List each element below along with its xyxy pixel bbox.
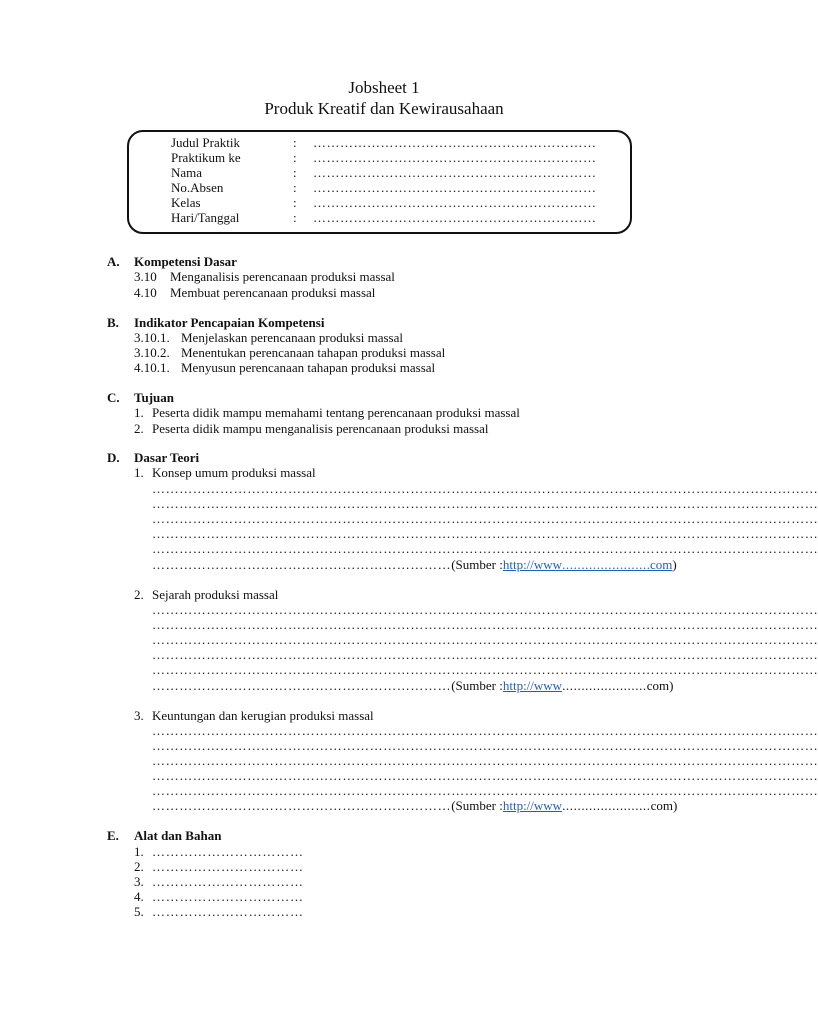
info-row-nama	[129, 165, 630, 180]
section-e-letter: E.	[107, 828, 119, 843]
answer-line[interactable]: …………………………………………………………………………………………………………………………………	[152, 768, 818, 783]
objective-text: Peserta didik mampu memahami tentang perencanaan produksi massal	[152, 405, 520, 420]
answer-line[interactable]: …………………………………………………………………………………………………………………………………	[152, 662, 818, 677]
info-label: No.Absen	[171, 180, 224, 195]
section-e-title: Alat dan Bahan	[134, 828, 222, 843]
info-colon: :	[293, 210, 297, 225]
page-title: Jobsheet 1	[348, 78, 420, 97]
section-a-title: Kompetensi Dasar	[134, 254, 237, 269]
info-row-no-absen	[129, 180, 630, 195]
info-row-hari-tanggal	[129, 210, 630, 225]
answer-line[interactable]: …………………………………………………………………………………………………………………………………	[152, 602, 818, 617]
tool-number: 5.	[134, 904, 144, 919]
info-row-judul-praktik	[129, 135, 630, 150]
info-field-nama[interactable]: ………………………………………………………	[313, 165, 597, 180]
theory-number: 1.	[134, 465, 144, 480]
info-colon: :	[293, 135, 297, 150]
source-link-blank[interactable]: ......................	[562, 678, 647, 693]
section-c-letter: C.	[107, 390, 120, 405]
indicator-code: 4.10.1.	[134, 360, 170, 375]
tool-number: 2.	[134, 859, 144, 874]
source-link-end: com)	[650, 798, 678, 813]
source-line	[152, 798, 678, 813]
answer-line[interactable]: …………………………………………………………………………………………………………………………………	[152, 783, 818, 798]
source-link-blank[interactable]: ......................	[562, 557, 647, 572]
source-prefix: (Sumber :	[451, 678, 503, 693]
info-label: Nama	[171, 165, 203, 180]
section-c-title: Tujuan	[134, 390, 174, 405]
tool-field[interactable]: ……………………………	[152, 844, 304, 859]
info-field-praktikum-ke[interactable]: ………………………………………………………	[313, 150, 597, 165]
info-label: Kelas	[171, 195, 201, 210]
source-link-end[interactable]: .com	[646, 557, 673, 572]
theory-title: Sejarah produksi massal	[152, 587, 279, 602]
answer-line[interactable]: …………………………………………………………………………………………………………………………………	[152, 738, 818, 753]
tool-field[interactable]: ……………………………	[152, 859, 304, 874]
objective-text: Peserta didik mampu menganalisis perencanaan produksi massal	[152, 421, 489, 436]
info-field-kelas[interactable]: ………………………………………………………	[313, 195, 597, 210]
kd-text: Menganalisis perencanaan produksi massal	[170, 269, 395, 284]
tool-number: 4.	[134, 889, 144, 904]
answer-line[interactable]: …………………………………………………………………………………………………………………………………	[152, 723, 818, 738]
indicator-text: Menentukan perencanaan tahapan produksi massal	[181, 345, 446, 360]
answer-line[interactable]: …………………………………………………………………………………………………………………………………	[152, 632, 818, 647]
indicator-code: 3.10.1.	[134, 330, 170, 345]
objective-number: 1.	[134, 405, 144, 420]
info-label: Hari/Tanggal	[171, 210, 240, 225]
info-colon: :	[293, 150, 297, 165]
page-subtitle: Produk Kreatif dan Kewirausahaan	[264, 99, 504, 118]
source-link-blank[interactable]: .......................	[562, 798, 651, 813]
source-close: )	[672, 557, 677, 572]
answer-line[interactable]: …………………………………………………………………………………………………………………………………	[152, 541, 818, 556]
answer-line[interactable]: …………………………………………………………………………………………………………………………………	[152, 647, 818, 662]
theory-number: 3.	[134, 708, 144, 723]
info-field-no-absen[interactable]: ………………………………………………………	[313, 180, 597, 195]
answer-line[interactable]: …………………………………………………………………………………………………………………………………	[152, 481, 818, 496]
section-a-letter: A.	[107, 254, 120, 269]
section-b-title: Indikator Pencapaian Kompetensi	[134, 315, 325, 330]
answer-line[interactable]: …………………………………………………………………………………………………………………………………	[152, 526, 818, 541]
info-colon: :	[293, 165, 297, 180]
info-label: Judul Praktik	[171, 135, 240, 150]
source-line	[152, 678, 674, 693]
indicator-code: 3.10.2.	[134, 345, 170, 360]
info-label: Praktikum ke	[171, 150, 241, 165]
tool-field[interactable]: ……………………………	[152, 904, 304, 919]
source-prefix: (Sumber :	[451, 798, 503, 813]
source-link[interactable]: http://www	[502, 557, 563, 572]
info-field-judul-praktik[interactable]: ………………………………………………………	[313, 135, 597, 150]
theory-title: Konsep umum produksi massal	[152, 465, 316, 480]
info-colon: :	[293, 180, 297, 195]
info-field-hari-tanggal[interactable]: ………………………………………………………	[313, 210, 597, 225]
answer-line[interactable]: …………………………………………………………………………………………………………………………………	[152, 496, 818, 511]
student-info-box	[127, 130, 632, 234]
tool-number: 1.	[134, 844, 144, 859]
answer-line[interactable]: …………………………………………………………………………………………………………………………………	[152, 753, 818, 768]
theory-title: Keuntungan dan kerugian produksi massal	[152, 708, 374, 723]
answer-line[interactable]: …………………………………………………………………………………………………………………………………	[152, 511, 818, 526]
section-d-title: Dasar Teori	[134, 450, 200, 465]
answer-line-fill[interactable]: …………………………………………………………	[152, 798, 452, 813]
tool-number: 3.	[134, 874, 144, 889]
indicator-text: Menyusun perencanaan tahapan produksi massal	[181, 360, 436, 375]
tool-field[interactable]: ……………………………	[152, 889, 304, 904]
section-d-letter: D.	[107, 450, 120, 465]
info-row-praktikum-ke	[129, 150, 630, 165]
theory-number: 2.	[134, 587, 144, 602]
source-link-end: com)	[646, 678, 674, 693]
source-prefix: (Sumber :	[451, 557, 503, 572]
source-line	[152, 557, 677, 572]
indicator-text: Menjelaskan perencanaan produksi massal	[181, 330, 404, 345]
tool-field[interactable]: ……………………………	[152, 874, 304, 889]
kd-text: Membuat perencanaan produksi massal	[170, 285, 376, 300]
info-colon: :	[293, 195, 297, 210]
info-row-kelas	[129, 195, 630, 210]
objective-number: 2.	[134, 421, 144, 436]
answer-line-fill[interactable]: …………………………………………………………	[152, 557, 452, 572]
answer-line[interactable]: …………………………………………………………………………………………………………………………………	[152, 617, 818, 632]
section-b-letter: B.	[107, 315, 119, 330]
answer-line-fill[interactable]: …………………………………………………………	[152, 678, 452, 693]
kd-code: 4.10	[134, 285, 157, 300]
source-link[interactable]: http://www	[502, 798, 563, 813]
kd-code: 3.10	[134, 269, 157, 284]
source-link[interactable]: http://www	[502, 678, 563, 693]
